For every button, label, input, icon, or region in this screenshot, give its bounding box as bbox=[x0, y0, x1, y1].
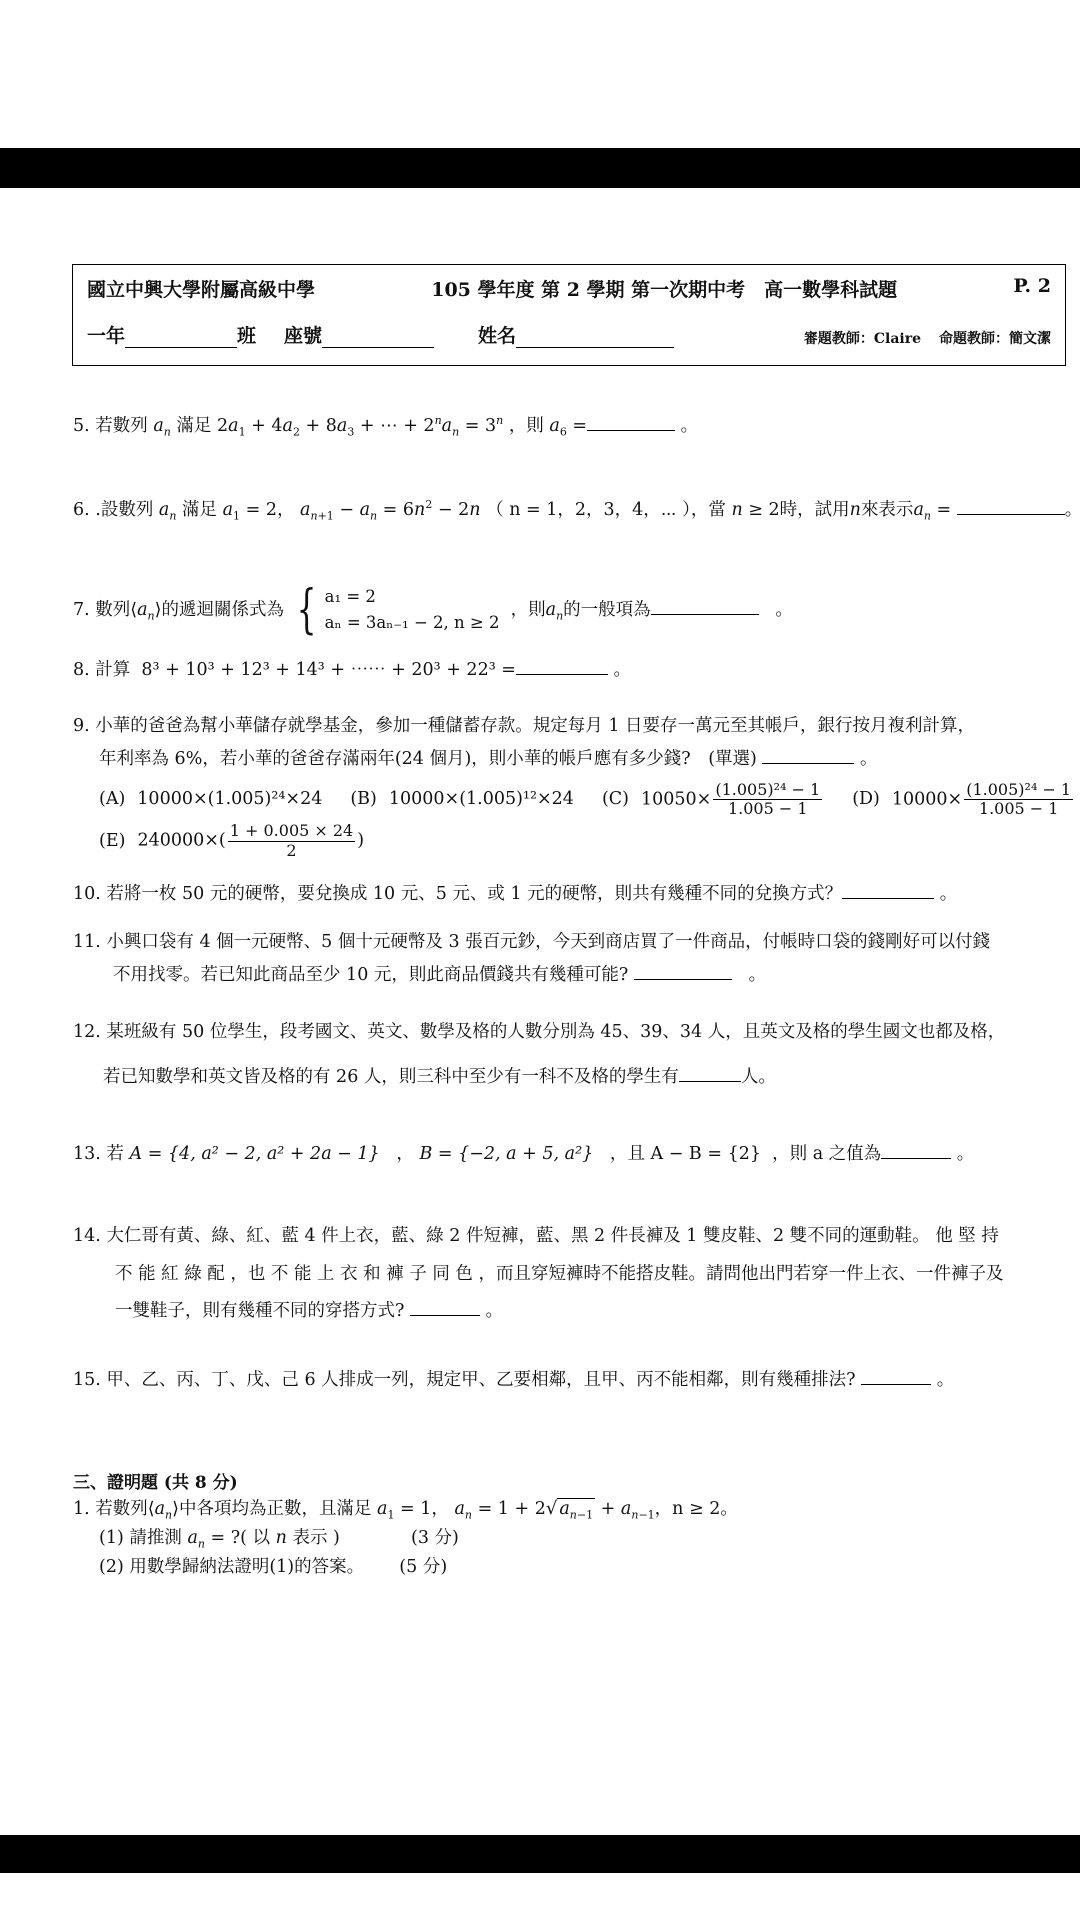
exam-title: 105 學年度 第 2 學期 第一次期中考 高一數學科試題 bbox=[431, 279, 898, 301]
q5-answer-blank bbox=[587, 415, 675, 431]
q8-end: 。 bbox=[613, 660, 632, 680]
q8-expression: 8³ + 10³ + 12³ + 14³ + ⋯⋯ + 20³ + 22³ = bbox=[141, 660, 516, 680]
bottom-black-bar bbox=[0, 1835, 1080, 1873]
q6-text: 設數列 bbox=[100, 500, 154, 520]
q6-text-tail: 來表示 bbox=[860, 500, 914, 520]
proof-section-title: 三、證明題 (共 8 分) bbox=[73, 1473, 238, 1493]
q7-text-tail2: 的一般項為 bbox=[563, 599, 651, 620]
proof-part-2-score: (5 分) bbox=[399, 1556, 448, 1577]
q14-number: 14. bbox=[73, 1226, 101, 1246]
option-label: (A) bbox=[99, 788, 126, 809]
q9-number: 9. bbox=[73, 716, 90, 736]
option-expression: 10000×(1.005)¹²×24 bbox=[388, 788, 574, 809]
q7-answer-blank bbox=[651, 599, 759, 615]
proof-part-1-text-end: 表示 ) bbox=[292, 1527, 340, 1548]
question-15 bbox=[73, 1364, 1060, 1397]
option-expression: 10000×(1.005)²⁴×24 bbox=[137, 788, 323, 809]
proof-part-1: (1) 請推測 bbox=[99, 1527, 182, 1548]
proof-question-1: 1. 若數列$⟨a_n⟩$中各項均為正數，且滿足 $a_1 = 1$， $a_n = 1 + 2√$ $a_{n-1} + a_{n-1}$，n ≥ 2。 (1) 請推測 $a_n$ = ?( 以 n 表示 ) (3 分) (2) 用數學歸納法證明(1)的答案。 (5 分) bbox=[73, 1498, 738, 1577]
fraction-numerator: (1.005)²⁴ − 1 bbox=[966, 779, 1072, 799]
q9-end: 。 bbox=[860, 749, 878, 770]
question-9 bbox=[73, 710, 1072, 860]
q9-line-2: 年利率為 6%，若小華的爸爸存滿兩年(24 個月)，則小華的帳戶應有多少錢? (單選) bbox=[99, 749, 757, 770]
q9-line-1: 小華的爸爸為幫小華儲存就學基金，參加一種儲蓄存款。規定每月 1 日要存一萬元至其帳戶，銀行按月複利計算， bbox=[95, 716, 976, 736]
option-label: (B) bbox=[350, 788, 377, 809]
q9-option-b bbox=[350, 783, 574, 816]
question-13: 13. 若 A = {4, a² − 2, a² + 2a − 1} ， B = {−2, a + 5, a²} ，且 A − B = {2} ，則 a 之值為 。 bbox=[73, 1144, 975, 1164]
fraction-numerator: (1.005)²⁴ − 1 bbox=[715, 779, 821, 799]
q9-option-d bbox=[852, 781, 1075, 819]
q5-text: 若數列 bbox=[95, 416, 148, 436]
q10-answer-blank bbox=[842, 883, 934, 899]
reviewer-teacher: 審題教師：Claire bbox=[803, 331, 921, 347]
question-11 bbox=[73, 926, 1060, 993]
seat-blank bbox=[322, 330, 434, 348]
q10-text: 若將一枚 50 元的硬幣，要兌換成 10 元、5 元、或 1 元的硬幣，則共有幾種不同的兌換方式？ bbox=[106, 884, 843, 904]
q8-answer-blank bbox=[516, 659, 608, 675]
q12-end: 人。 bbox=[740, 1067, 776, 1088]
q15-answer-blank bbox=[861, 1369, 931, 1385]
q14-line-2: 不 能 紅 綠 配 ，也 不 能 上 衣 和 褲 子 同 色 ，而且穿短褲時不能搭皮鞋。請問他出門若穿一件上衣、一件褲子及 bbox=[115, 1263, 1004, 1284]
q11-answer-blank bbox=[634, 964, 732, 980]
q13-text: 若 bbox=[106, 1144, 124, 1164]
exam-header bbox=[72, 264, 1066, 366]
q14-end: 。 bbox=[485, 1301, 504, 1322]
class-label: 班 bbox=[237, 325, 257, 347]
q5-text-mid: 滿足 bbox=[176, 416, 212, 436]
q5-number: 5. bbox=[73, 416, 90, 436]
q13-condition: 且 A − B = {2} bbox=[627, 1144, 761, 1164]
q13-set-a: A = {4, a² − 2, a² + 2a − 1} bbox=[129, 1144, 380, 1164]
q6-sequence: （ n = 1，2，3，4，⋯ ），當 bbox=[486, 500, 726, 520]
proof-text: 若數列 bbox=[95, 1499, 148, 1519]
q7-text-tail: ，則 bbox=[510, 599, 546, 620]
teachers bbox=[804, 328, 1051, 348]
proof-part-2: (2) 用數學歸納法證明(1)的答案。 bbox=[99, 1556, 365, 1577]
class-blank bbox=[125, 330, 237, 348]
fraction-denominator: 1.005 − 1 bbox=[978, 798, 1059, 818]
q13-end: 。 bbox=[956, 1144, 975, 1164]
question-12 bbox=[73, 1016, 1060, 1095]
q15-text: 甲、乙、丙、丁、戊、己 6 人排成一列，規定甲、乙要相鄰，且甲、丙不能相鄰，則有幾種排法? bbox=[106, 1370, 856, 1390]
q11-line-1: 小興口袋有 4 個一元硬幣、5 個十元硬幣及 3 張百元鈔，今天到商店買了一件商品，付帳時口袋的錢剛好可以付錢 bbox=[106, 932, 991, 952]
q5-end: 。 bbox=[680, 416, 699, 436]
proof-part-1-text: = ?( 以 bbox=[210, 1527, 271, 1548]
q7-text-mid: 的遞迴關係式為 bbox=[161, 599, 284, 620]
q10-end: 。 bbox=[939, 884, 958, 904]
question-5: 5. 若數列 $a_n$ 滿足 $2a_1 + 4a_2 + 8a_3$ + ⋯ + $2^na_n = 3^n$ ，則 $a_6$ = 。 bbox=[73, 414, 699, 439]
q9-option-a bbox=[99, 783, 322, 816]
q6-condition: 時，試用 bbox=[779, 500, 850, 520]
q15-end: 。 bbox=[936, 1370, 955, 1390]
question-14 bbox=[73, 1218, 1060, 1331]
q11-number: 11. bbox=[73, 932, 101, 952]
q15-number: 15. bbox=[73, 1370, 101, 1390]
q14-line-1: 大仁哥有黃、綠、紅、藍 4 件上衣，藍、綠 2 件短褲，藍、黑 2 件長褲及 1 雙皮鞋、2 雙不同的運動鞋。 他 堅 持 bbox=[106, 1226, 999, 1246]
seat-label: 座號 bbox=[284, 325, 323, 347]
q13-answer-blank bbox=[881, 1143, 951, 1159]
q14-line-3: 一雙鞋子，則有幾種不同的穿搭方式? bbox=[115, 1301, 405, 1322]
q5-text-tail: ，則 bbox=[508, 416, 544, 436]
q12-line-1: 某班級有 50 位學生，段考國文、英文、數學及格的人數分別為 45、39、34 人，且英文及格的學生國文也都及格， bbox=[106, 1022, 1006, 1042]
option-expression: 240000×( bbox=[137, 830, 226, 851]
q7-initial: a₁ = 2 bbox=[324, 587, 376, 606]
q8-number: 8. bbox=[73, 660, 90, 680]
option-label: (C) bbox=[601, 788, 629, 809]
q9-options-row-2 bbox=[73, 822, 1060, 860]
header-info-row bbox=[87, 321, 1051, 348]
q12-answer-blank bbox=[679, 1066, 741, 1082]
grade-label: 一年 bbox=[87, 325, 126, 347]
page-number: P. 2 bbox=[1013, 275, 1051, 297]
q13-text-tail: ，則 a 之值為 bbox=[772, 1144, 882, 1164]
option-expression: 10050× bbox=[640, 788, 712, 809]
q7-recurrence-line: aₙ = 3aₙ₋₁ − 2, n ≥ 2 bbox=[324, 613, 500, 633]
proof-text-mid: 中各項均為正數，且滿足 bbox=[178, 1499, 372, 1519]
q7-recurrence: { a₁ = 2 aₙ = 3aₙ₋₁ − 2, n ≥ 2 bbox=[296, 580, 500, 641]
q9-option-e bbox=[99, 822, 364, 860]
fraction-numerator: 1 + 0.005 × 24 bbox=[229, 821, 354, 841]
school-name: 國立中興大學附屬高級中學 bbox=[87, 279, 316, 301]
option-expression: 10000× bbox=[891, 788, 963, 809]
fraction-denominator: 1.005 − 1 bbox=[727, 798, 808, 818]
q7-number: 7. bbox=[73, 599, 90, 620]
q9-answer-blank bbox=[762, 748, 854, 764]
q7-end: 。 bbox=[775, 599, 793, 620]
header-title-row bbox=[87, 275, 1051, 302]
q13-set-b: B = {−2, a + 5, a²} bbox=[419, 1144, 594, 1164]
q10-number: 10. bbox=[73, 884, 101, 904]
q9-option-c bbox=[602, 781, 824, 819]
q6-end: 。 bbox=[1064, 500, 1082, 520]
q6-text-mid: 滿足 bbox=[182, 500, 218, 520]
q13-number: 13. bbox=[73, 1144, 101, 1164]
q8-text: 計算 bbox=[95, 660, 131, 680]
proof-number: 1. bbox=[73, 1499, 90, 1519]
q12-number: 12. bbox=[73, 1022, 101, 1042]
q14-answer-blank bbox=[410, 1300, 480, 1316]
top-black-bar bbox=[0, 148, 1080, 188]
q6-answer-blank bbox=[957, 499, 1065, 515]
question-7: 7. 數列$⟨a_n⟩$的遞迴關係式為 { a₁ = 2 aₙ = 3aₙ₋₁ − 2, n ≥ 2 ，則$a_n$的一般項為 。 bbox=[73, 580, 793, 641]
question-6: 6. .設數列 $a_n$ 滿足 $a_1 = 2$， $a_{n+1} - a_n = 6n^2 - 2n$ （ n = 1，2，3，4，⋯ ），當 n ≥ 2時，試用n來表示$a_n$ = 。 bbox=[73, 498, 1082, 523]
option-expression-end: ) bbox=[357, 830, 365, 851]
q12-line-2: 若已知數學和英文皆及格的有 26 人，則三科中至少有一科不及格的學生有 bbox=[103, 1067, 679, 1088]
name-blank bbox=[516, 330, 674, 348]
option-label: (D) bbox=[852, 788, 880, 809]
q7-text: 數列 bbox=[95, 599, 131, 620]
proof-part-1-score: (3 分) bbox=[411, 1527, 459, 1548]
exam-page bbox=[0, 188, 1080, 1835]
name-label: 姓名 bbox=[478, 325, 517, 347]
proof-condition: ，n ≥ 2。 bbox=[654, 1499, 738, 1519]
q11-line-2: 不用找零。若已知此商品至少 10 元，則此商品價錢共有幾種可能? bbox=[113, 965, 629, 986]
question-10 bbox=[73, 878, 1060, 911]
fraction-denominator: 2 bbox=[286, 840, 297, 860]
q9-options-row-1 bbox=[73, 779, 1072, 819]
option-label: (E) bbox=[99, 830, 126, 851]
q11-end: 。 bbox=[748, 965, 767, 986]
q6-number: 6. . bbox=[73, 500, 101, 520]
question-8 bbox=[73, 654, 1060, 687]
author-teacher: 命題教師：簡文潔 bbox=[939, 331, 1051, 347]
